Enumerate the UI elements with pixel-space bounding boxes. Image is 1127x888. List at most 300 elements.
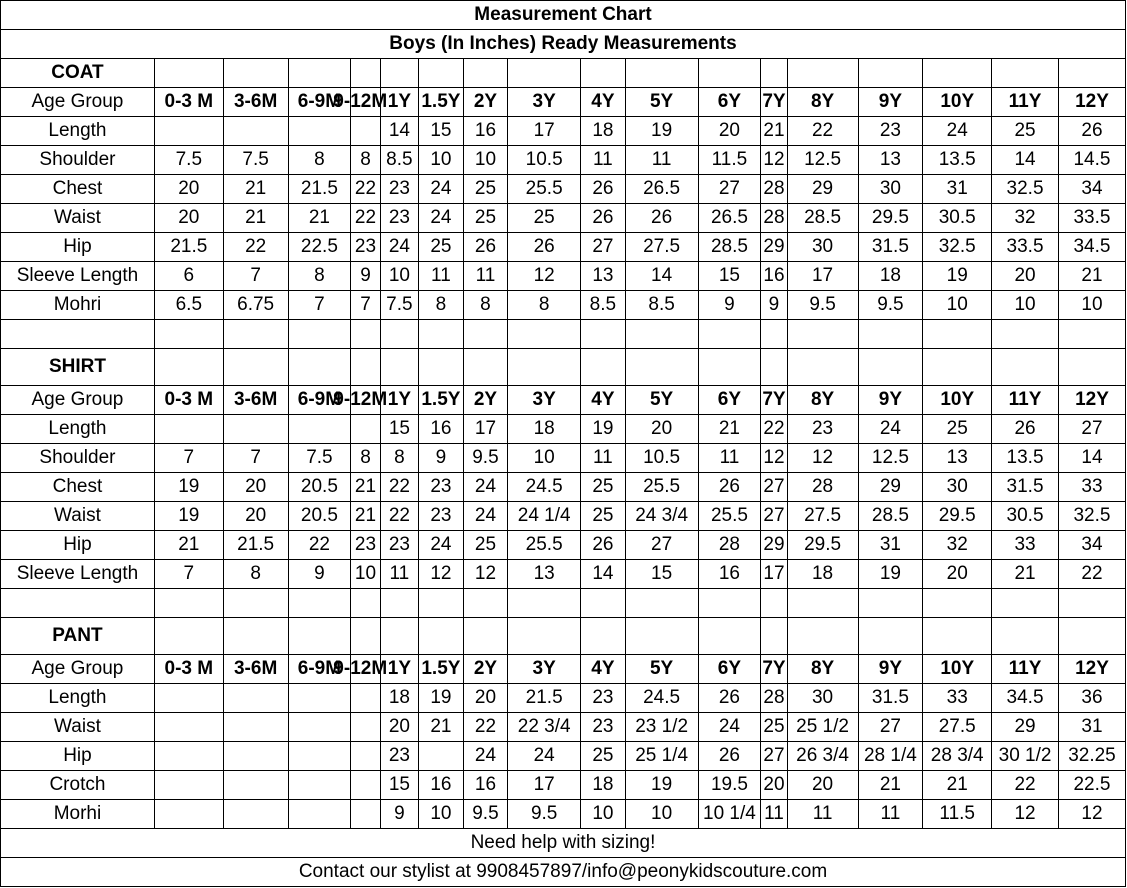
empty-cell (223, 589, 288, 618)
value-cell: 8 (380, 444, 418, 473)
value-cell: 10 (463, 146, 508, 175)
value-cell: 31.5 (858, 684, 923, 713)
pant-measure-row (1, 742, 1126, 771)
value-cell: 30 (787, 233, 858, 262)
age-group-cell: 12Y (1058, 386, 1125, 415)
age-group-cell: 11Y (992, 386, 1059, 415)
age-group-cell: 6Y (698, 655, 761, 684)
age-group-cell: 3Y (508, 386, 581, 415)
shirt-measure-row (1, 444, 1126, 473)
value-cell: 34 (1058, 531, 1125, 560)
value-cell: 23 (581, 713, 626, 742)
value-cell: 11 (419, 262, 464, 291)
coat-measure-row (1, 233, 1126, 262)
value-cell: 28 (761, 684, 787, 713)
empty-cell (351, 349, 380, 386)
value-cell (351, 415, 380, 444)
value-cell: 18 (787, 560, 858, 589)
value-cell: 25 (508, 204, 581, 233)
value-cell: 7 (154, 444, 223, 473)
value-cell: 18 (380, 684, 418, 713)
value-cell: 30.5 (992, 502, 1059, 531)
value-cell: 15 (380, 415, 418, 444)
value-cell: 25 (463, 204, 508, 233)
empty-cell (581, 59, 626, 88)
value-cell: 31 (1058, 713, 1125, 742)
value-cell: 24 (463, 473, 508, 502)
value-cell: 15 (419, 117, 464, 146)
value-cell: 7 (223, 444, 288, 473)
age-group-cell: 2Y (463, 655, 508, 684)
empty-cell (419, 589, 464, 618)
coat-measure-row (1, 204, 1126, 233)
value-cell: 16 (761, 262, 787, 291)
row-label: Length (1, 117, 155, 146)
value-cell: 26 (698, 684, 761, 713)
value-cell: 19 (419, 684, 464, 713)
age-group-cell: 3Y (508, 655, 581, 684)
value-cell: 9.5 (463, 444, 508, 473)
value-cell: 15 (625, 560, 698, 589)
age-group-cell: 7Y (761, 386, 787, 415)
age-group-cell: 3-6M (223, 88, 288, 117)
value-cell: 28 (787, 473, 858, 502)
value-cell: 18 (858, 262, 923, 291)
row-label: Shoulder (1, 146, 155, 175)
row-label: Age Group (1, 88, 155, 117)
value-cell: 20 (992, 262, 1059, 291)
value-cell: 12.5 (858, 444, 923, 473)
value-cell: 6 (154, 262, 223, 291)
age-group-cell: 5Y (625, 655, 698, 684)
age-group-cell: 12Y (1058, 88, 1125, 117)
value-cell: 20 (154, 175, 223, 204)
value-cell: 21 (923, 771, 992, 800)
value-cell: 26 (581, 175, 626, 204)
value-cell: 6.75 (223, 291, 288, 320)
shirt-heading-row (1, 349, 1126, 386)
empty-cell (1058, 349, 1125, 386)
age-group-cell: 0-3 M (154, 88, 223, 117)
value-cell: 10 (419, 800, 464, 829)
empty-cell (761, 589, 787, 618)
empty-cell (761, 59, 787, 88)
empty-cell (1, 320, 155, 349)
value-cell: 8.5 (581, 291, 626, 320)
value-cell: 10 (923, 291, 992, 320)
empty-cell (419, 320, 464, 349)
age-group-cell: 10Y (923, 655, 992, 684)
value-cell: 19.5 (698, 771, 761, 800)
value-cell: 8 (288, 146, 351, 175)
value-cell (351, 742, 380, 771)
pant-measure-row (1, 771, 1126, 800)
row-label: Sleeve Length (1, 560, 155, 589)
row-label: Age Group (1, 655, 155, 684)
empty-cell (288, 59, 351, 88)
empty-cell (923, 589, 992, 618)
row-label: Chest (1, 175, 155, 204)
value-cell: 28.5 (698, 233, 761, 262)
value-cell: 16 (463, 117, 508, 146)
value-cell: 25 1/2 (787, 713, 858, 742)
value-cell: 32.5 (992, 175, 1059, 204)
value-cell: 24.5 (508, 473, 581, 502)
value-cell: 21 (223, 204, 288, 233)
value-cell: 17 (787, 262, 858, 291)
value-cell (154, 742, 223, 771)
value-cell: 22 (380, 473, 418, 502)
age-group-cell: 6-9M (288, 88, 351, 117)
empty-cell (992, 589, 1059, 618)
value-cell: 10 (581, 800, 626, 829)
value-cell: 26.5 (698, 204, 761, 233)
empty-cell (698, 59, 761, 88)
value-cell (288, 742, 351, 771)
value-cell: 12 (992, 800, 1059, 829)
empty-cell (698, 320, 761, 349)
value-cell: 27 (761, 742, 787, 771)
shirt-measure-row (1, 473, 1126, 502)
value-cell: 16 (419, 415, 464, 444)
value-cell: 27.5 (787, 502, 858, 531)
age-group-cell: 7Y (761, 88, 787, 117)
value-cell: 14 (1058, 444, 1125, 473)
value-cell: 20 (463, 684, 508, 713)
value-cell: 12 (463, 560, 508, 589)
value-cell: 14 (625, 262, 698, 291)
value-cell: 19 (625, 771, 698, 800)
value-cell: 23 (380, 204, 418, 233)
age-group-cell: 0-3 M (154, 655, 223, 684)
value-cell: 22.5 (288, 233, 351, 262)
value-cell: 22 (992, 771, 1059, 800)
value-cell (154, 684, 223, 713)
value-cell (288, 117, 351, 146)
value-cell (288, 771, 351, 800)
value-cell: 20 (761, 771, 787, 800)
value-cell: 23 (380, 175, 418, 204)
value-cell: 10.5 (508, 146, 581, 175)
value-cell: 29 (761, 531, 787, 560)
age-group-cell: 1Y (380, 386, 418, 415)
value-cell: 21.5 (223, 531, 288, 560)
value-cell: 20 (380, 713, 418, 742)
empty-cell (992, 349, 1059, 386)
value-cell: 7 (351, 291, 380, 320)
value-cell: 34.5 (992, 684, 1059, 713)
value-cell: 25 (992, 117, 1059, 146)
empty-cell (581, 320, 626, 349)
value-cell: 8 (463, 291, 508, 320)
value-cell (154, 771, 223, 800)
empty-cell (581, 618, 626, 655)
spacer-row (1, 320, 1126, 349)
age-group-cell: 12Y (1058, 655, 1125, 684)
value-cell: 27.5 (923, 713, 992, 742)
value-cell: 26 (463, 233, 508, 262)
empty-cell (508, 59, 581, 88)
value-cell: 11.5 (923, 800, 992, 829)
value-cell: 14 (380, 117, 418, 146)
row-label: Mohri (1, 291, 155, 320)
value-cell: 34.5 (1058, 233, 1125, 262)
row-label: Shoulder (1, 444, 155, 473)
value-cell: 22 (463, 713, 508, 742)
value-cell: 7.5 (288, 444, 351, 473)
value-cell: 33 (992, 531, 1059, 560)
coat-heading: COAT (1, 59, 155, 88)
shirt-heading: SHIRT (1, 349, 155, 386)
value-cell: 20.5 (288, 502, 351, 531)
value-cell: 27 (761, 502, 787, 531)
empty-cell (858, 589, 923, 618)
coat-measure-row (1, 291, 1126, 320)
empty-cell (858, 59, 923, 88)
value-cell: 8 (223, 560, 288, 589)
value-cell: 13 (858, 146, 923, 175)
row-label: Chest (1, 473, 155, 502)
coat-measure-row (1, 146, 1126, 175)
value-cell: 24 (380, 233, 418, 262)
empty-cell (288, 618, 351, 655)
value-cell: 13 (508, 560, 581, 589)
value-cell: 21.5 (154, 233, 223, 262)
empty-cell (288, 589, 351, 618)
value-cell: 29 (858, 473, 923, 502)
value-cell: 25.5 (625, 473, 698, 502)
value-cell: 29 (787, 175, 858, 204)
value-cell: 21 (1058, 262, 1125, 291)
value-cell: 11 (581, 146, 626, 175)
value-cell (288, 713, 351, 742)
age-group-cell: 2Y (463, 386, 508, 415)
age-group-cell: 3-6M (223, 386, 288, 415)
age-group-cell: 9-12M (351, 386, 380, 415)
value-cell: 26 (992, 415, 1059, 444)
value-cell (288, 800, 351, 829)
value-cell: 16 (463, 771, 508, 800)
age-group-cell: 8Y (787, 88, 858, 117)
empty-cell (698, 618, 761, 655)
value-cell: 29.5 (858, 204, 923, 233)
coat-measure-row (1, 175, 1126, 204)
help-text: Need help with sizing! (1, 829, 1126, 858)
shirt-measure-row (1, 502, 1126, 531)
empty-cell (154, 589, 223, 618)
empty-cell (858, 618, 923, 655)
value-cell: 32 (992, 204, 1059, 233)
value-cell (351, 684, 380, 713)
value-cell (154, 800, 223, 829)
value-cell (351, 800, 380, 829)
row-label: Length (1, 684, 155, 713)
row-label: Morhi (1, 800, 155, 829)
value-cell: 15 (380, 771, 418, 800)
value-cell: 29.5 (923, 502, 992, 531)
age-group-cell: 4Y (581, 386, 626, 415)
empty-cell (625, 349, 698, 386)
chart-title: Measurement Chart (1, 1, 1126, 30)
value-cell: 9.5 (508, 800, 581, 829)
value-cell (223, 684, 288, 713)
value-cell: 32.5 (1058, 502, 1125, 531)
value-cell: 22 (351, 175, 380, 204)
empty-cell (463, 618, 508, 655)
value-cell: 10 (419, 146, 464, 175)
age-group-cell: 5Y (625, 88, 698, 117)
value-cell: 29 (761, 233, 787, 262)
empty-cell (419, 618, 464, 655)
value-cell: 31.5 (858, 233, 923, 262)
age-group-cell: 9-12M (351, 655, 380, 684)
value-cell: 21.5 (288, 175, 351, 204)
value-cell: 11 (625, 146, 698, 175)
value-cell (288, 684, 351, 713)
value-cell: 7.5 (380, 291, 418, 320)
value-cell: 33.5 (1058, 204, 1125, 233)
value-cell: 12 (761, 444, 787, 473)
empty-cell (223, 320, 288, 349)
empty-cell (625, 59, 698, 88)
empty-cell (288, 349, 351, 386)
coat-measure-row (1, 117, 1126, 146)
value-cell: 11 (761, 800, 787, 829)
value-cell: 17 (508, 771, 581, 800)
value-cell: 22 (351, 204, 380, 233)
age-group-cell: 2Y (463, 88, 508, 117)
value-cell: 28.5 (858, 502, 923, 531)
value-cell: 6.5 (154, 291, 223, 320)
age-group-cell: 6Y (698, 88, 761, 117)
empty-cell (787, 589, 858, 618)
value-cell: 26 (508, 233, 581, 262)
age-group-cell: 1.5Y (419, 88, 464, 117)
empty-cell (1058, 59, 1125, 88)
value-cell: 32 (923, 531, 992, 560)
empty-cell (223, 618, 288, 655)
pant-heading-row (1, 618, 1126, 655)
empty-cell (698, 589, 761, 618)
value-cell: 16 (698, 560, 761, 589)
value-cell: 32.5 (923, 233, 992, 262)
value-cell: 25 (463, 175, 508, 204)
value-cell (154, 415, 223, 444)
empty-cell (463, 320, 508, 349)
empty-cell (351, 59, 380, 88)
value-cell: 9 (761, 291, 787, 320)
value-cell: 22 (223, 233, 288, 262)
value-cell: 19 (154, 502, 223, 531)
empty-cell (787, 320, 858, 349)
value-cell (351, 771, 380, 800)
empty-cell (380, 59, 418, 88)
empty-cell (858, 349, 923, 386)
value-cell: 30 (787, 684, 858, 713)
age-group-cell: 4Y (581, 88, 626, 117)
value-cell: 24 (419, 175, 464, 204)
empty-cell (419, 349, 464, 386)
value-cell: 23 (419, 473, 464, 502)
value-cell: 36 (1058, 684, 1125, 713)
value-cell: 20 (787, 771, 858, 800)
value-cell: 26 (581, 204, 626, 233)
shirt-measure-row (1, 531, 1126, 560)
value-cell: 16 (419, 771, 464, 800)
value-cell: 12 (508, 262, 581, 291)
value-cell: 21 (761, 117, 787, 146)
value-cell: 21 (992, 560, 1059, 589)
empty-cell (1058, 589, 1125, 618)
empty-cell (351, 320, 380, 349)
value-cell: 10 (351, 560, 380, 589)
empty-cell (761, 349, 787, 386)
value-cell: 9 (351, 262, 380, 291)
value-cell: 11 (581, 444, 626, 473)
value-cell (223, 800, 288, 829)
value-cell: 7.5 (223, 146, 288, 175)
empty-cell (508, 589, 581, 618)
value-cell: 25 (923, 415, 992, 444)
value-cell: 24 (419, 531, 464, 560)
row-label: Age Group (1, 386, 155, 415)
value-cell: 33.5 (992, 233, 1059, 262)
value-cell: 17 (761, 560, 787, 589)
value-cell: 11.5 (698, 146, 761, 175)
value-cell: 13 (581, 262, 626, 291)
value-cell: 26 (1058, 117, 1125, 146)
value-cell: 25 (581, 473, 626, 502)
row-label: Hip (1, 531, 155, 560)
value-cell: 31 (923, 175, 992, 204)
pant-measure-row (1, 713, 1126, 742)
row-label: Crotch (1, 771, 155, 800)
age-group-cell: 7Y (761, 655, 787, 684)
value-cell: 29 (992, 713, 1059, 742)
spacer-row (1, 589, 1126, 618)
value-cell: 33 (1058, 473, 1125, 502)
value-cell: 25 (581, 502, 626, 531)
value-cell: 12 (761, 146, 787, 175)
empty-cell (698, 349, 761, 386)
age-group-cell: 8Y (787, 386, 858, 415)
value-cell: 9.5 (787, 291, 858, 320)
value-cell: 27 (761, 473, 787, 502)
row-label: Waist (1, 204, 155, 233)
value-cell: 8.5 (380, 146, 418, 175)
value-cell: 9 (288, 560, 351, 589)
empty-cell (761, 618, 787, 655)
value-cell: 20 (923, 560, 992, 589)
shirt-age-group-row (1, 386, 1126, 415)
empty-cell (223, 349, 288, 386)
value-cell: 23 (380, 531, 418, 560)
value-cell (223, 742, 288, 771)
value-cell: 27 (1058, 415, 1125, 444)
value-cell: 23 (858, 117, 923, 146)
value-cell: 25 (419, 233, 464, 262)
value-cell: 30 1/2 (992, 742, 1059, 771)
value-cell: 32.25 (1058, 742, 1125, 771)
value-cell: 22 (288, 531, 351, 560)
value-cell: 18 (581, 117, 626, 146)
empty-cell (787, 349, 858, 386)
value-cell: 18 (508, 415, 581, 444)
value-cell: 7 (154, 560, 223, 589)
value-cell: 21 (698, 415, 761, 444)
value-cell (288, 415, 351, 444)
value-cell: 24 (698, 713, 761, 742)
